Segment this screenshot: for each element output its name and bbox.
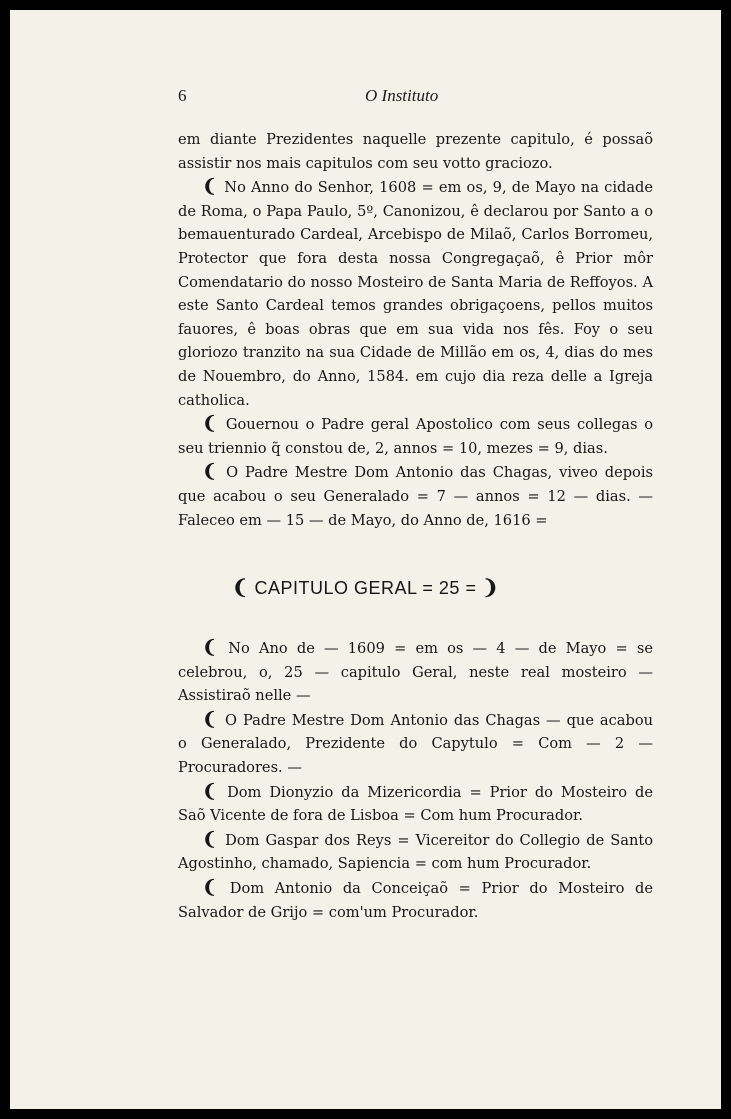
body-text <box>178 128 653 532</box>
running-title: O Instituto <box>365 86 439 105</box>
section-title: CAPITULO GERAL = 25 = <box>254 578 477 598</box>
entry <box>178 708 653 780</box>
paragraph <box>178 412 653 460</box>
paragraph <box>178 128 653 175</box>
entry <box>178 636 653 708</box>
paragraph-mark-icon: ❨ <box>202 461 218 482</box>
entry <box>178 828 653 876</box>
paragraph-text: Gouernou o Padre geral Apostolico com seus collegas o seu triennio q̃ constou de, 2, annos = 10, mezes = 9, dias. <box>178 416 654 457</box>
paragraph-text: em diante Prezidentes naquelle prezente capitulo, é possaõ assistir nos mais capitulos com seu votto graciozo. <box>178 131 653 172</box>
entry-text: O Padre Mestre Dom Antonio das Chagas — que acabou o Generalado, Prezidente do Capytulo = Com — 2 — Procuradores. — <box>178 711 654 776</box>
page-header <box>10 86 721 110</box>
paragraph-mark-icon: ❨ <box>202 637 218 657</box>
paragraph <box>178 175 653 412</box>
entry <box>178 780 653 828</box>
paragraph-mark-icon: ❨ <box>202 780 218 801</box>
paragraph-mark-icon: ❨ <box>202 413 218 434</box>
entry-text: Dom Antonio da Conceiçaõ = Prior do Mosteiro de Salvador de Grijo = com'um Procurador. <box>178 879 653 921</box>
page-number: 6 <box>178 86 187 105</box>
entry-text: Dom Gaspar dos Reys = Vicereitor do Collegio de Santo Agostinho, chamado, Sapiencia = com hum Procurador. <box>178 831 653 873</box>
book-page <box>10 10 721 1109</box>
entry-text: Dom Dionyzio da Mizericordia = Prior do Mosteiro de Saõ Vicente de fora de Lisboa = Com hum Procurador. <box>178 783 654 825</box>
chapter-entries <box>178 636 653 924</box>
paragraph-mark-icon: ❨ <box>202 176 218 197</box>
heading-close-mark-icon: ❩ <box>481 577 500 599</box>
entry <box>178 876 653 924</box>
paragraph-text: No Anno do Senhor, 1608 = em os, 9, de Mayo na cidade de Roma, o Papa Paulo, 5º, Canonizou, ê declarou por Santo a o bemauenturado Cardeal, Arcebispo de Milaõ, Carlos Borromeu, Protector que fora desta nossa Congregaçaõ, ê Prior môr Comendatario do nosso Mosteiro de Santa Maria de Reffoyos. A este Santo Cardeal temos grandes obrigaçoens, pellos muitos fauores, ê boas obras que em sua vida nos fês. Foy o seu gloriozo tranzito na sua Cidade de Millão em os, 4, dias do mes de Nouembro, do Anno, 1584. em cujo dia reza delle a Igreja catholica. <box>178 179 654 409</box>
entry-text: No Ano de — 1609 = em os — 4 — de Mayo = se celebrou, o, 25 — capitulo Geral, neste real mosteiro — Assistiraõ nelle — <box>178 640 653 705</box>
section-heading <box>10 575 721 600</box>
paragraph-mark-icon: ❨ <box>202 876 218 897</box>
paragraph <box>178 460 653 532</box>
paragraph-text: O Padre Mestre Dom Antonio das Chagas, viveo depois que acabou o seu Generalado = 7 — annos = 12 — dias. — Faleceo em — 15 — de Mayo, do Anno de, 1616 = <box>178 464 653 529</box>
paragraph-mark-icon: ❨ <box>202 828 218 849</box>
heading-open-mark-icon: ❨ <box>231 577 250 599</box>
paragraph-mark-icon: ❨ <box>202 708 218 729</box>
